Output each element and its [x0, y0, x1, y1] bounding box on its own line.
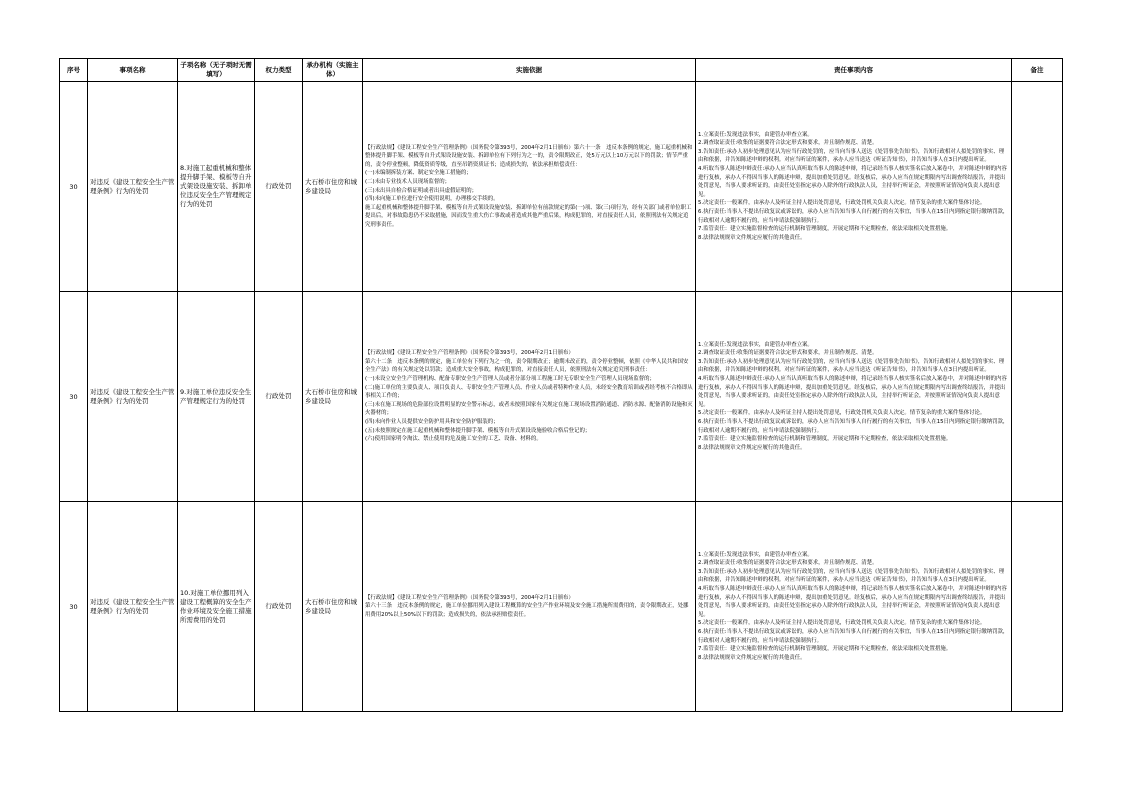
remarks-cell	[1012, 292, 1063, 502]
sub-item-cell: 9.对施工单位违反安全生产管理规定行为的处罚	[178, 292, 255, 502]
sub-item-cell: 8.对施工起重机械和整体提升脚手架、模板等自升式架设设施安装、拆卸单位违反安全生产管理规定行为的处罚	[178, 82, 255, 292]
table-row	[60, 292, 1063, 502]
power-type-cell: 行政处罚	[255, 292, 303, 502]
table-row	[60, 82, 1063, 292]
header-seq: 序号	[60, 59, 88, 82]
duties-cell: 1.立案责任:发现违法事实，由建管办审查立案。 2.调查取证责任:收集的证据要符合法定形式和要求，并且制作规范、清楚。 3.告知责任:承办人初步处理意见认为应当行政处罚的，应当向当事人送达《处罚事先告知书》，告知行政相对人拟处罚的事实、理由和依据，并告知陈述申辩的权利。对应当听证的案件，承办人应当送达《听证告知书》，并告知当事人在3日内提出听证。 4.听取当事人陈述申辩责任:承办人应当认真听取当事人的陈述申辩，将记录经当事人核实签名后放入案卷中，并对陈述申辩的内容进行复核，承办人不得因当事人的陈述申辩，提出加重处罚意见。经复核后，承办人应当在规定期限内写出调查终结报告，并提出处罚意见，当事人要求听证的，由责任处室指定承办人除外的行政执法人员，主持举行听证会，并按照听证情况向负责人提出意见。 5.决定责任:一般案件，由承办人及听证主持人提出处罚意见，行政处罚机关负责人决定。情节复杂的重大案件集体讨论。 6.执行责任:当事人不提出行政复议或诉讼的，承办人应当告知当事人自行履行的有关事宜，当事人在15日内到指定银行缴纳罚款，行政相对人逾期不履行的，应当申请法院强制执行。 7.监管责任：建立实施监督检查的运行机制和管理制度，开展定期和不定期检查，依法采取相关处置措施。 8.法律法规规章文件规定应履行的其他责任。	[696, 82, 1012, 292]
item-name-cell: 对违反《建设工程安全生产管理条例》行为的处罚	[88, 502, 178, 712]
item-name-cell: 对违反《建设工程安全生产管理条例》行为的处罚	[88, 82, 178, 292]
item-name-cell: 对违反《建设工程安全生产管理条例》行为的处罚	[88, 292, 178, 502]
agency-cell: 大石桥市住房和城乡建设局	[303, 82, 363, 292]
header-remarks: 备注	[1012, 59, 1063, 82]
header-row	[60, 59, 1063, 82]
seq-cell: 30	[60, 82, 88, 292]
power-list-table	[59, 58, 1063, 712]
remarks-cell	[1012, 82, 1063, 292]
agency-cell: 大石桥市住房和城乡建设局	[303, 292, 363, 502]
basis-cell: 【行政法规】《建设工程安全生产管理条例》（国务院令第393号，2004年2月1日颁布）第六十一条 违反本条例的规定，施工起重机械和整体提升脚手架、模板等自升式架设设施安装、拆卸单位有下列行为之一的，责令限期改正，处5万元以上10万元以下的罚款；情节严重的，责令停业整顿，降低资质等级，直至吊销资质证书；造成损失的，依法承担赔偿责任： (一)未编制拆装方案、制定安全施工措施的； (二)未由专业技术人员现场监督的； (三)未出具自检合格证明或者出具虚假证明的； (四)未向施工单位进行安全使用说明，办理移交手续的。 施工起重机械和整体提升脚手架、模板等自升式架设设施安装、拆卸单位有前款规定的第(一)项、第(三)项行为，经有关部门或者单位职工提出后，对事故隐患仍不采取措施，因而发生重大伤亡事故或者造成其他严重后果，构成犯罪的，对直接责任人员，依照刑法有关规定追究刑事责任。	[363, 82, 696, 292]
sub-item-cell: 10.对施工单位挪用列入建设工程概算的安全生产作业环境及安全施工措施所需费用的处罚	[178, 502, 255, 712]
seq-cell: 30	[60, 292, 88, 502]
duties-cell: 1.立案责任:发现违法事实，由建管办审查立案。 2.调查取证责任:收集的证据要符合法定形式和要求，并且制作规范、清楚。 3.告知责任:承办人初步处理意见认为应当行政处罚的，应当向当事人送达《处罚事先告知书》，告知行政相对人拟处罚的事实、理由和依据，并告知陈述申辩的权利。对应当听证的案件，承办人应当送达《听证告知书》，并告知当事人在3日内提出听证。 4.听取当事人陈述申辩责任:承办人应当认真听取当事人的陈述申辩，将记录经当事人核实签名后放入案卷中，并对陈述申辩的内容进行复核，承办人不得因当事人的陈述申辩，提出加重处罚意见。经复核后，承办人应当在规定期限内写出调查终结报告，并提出处罚意见，当事人要求听证的，由责任处室指定承办人除外的行政执法人员，主持举行听证会，并按照听证情况向负责人提出意见。 5.决定责任:一般案件，由承办人及听证主持人提出处罚意见，行政处罚机关负责人决定。情节复杂的重大案件集体讨论。 6.执行责任:当事人不提出行政复议或诉讼的，承办人应当告知当事人自行履行的有关事宜，当事人在15日内到指定银行缴纳罚款，行政相对人逾期不履行的，应当申请法院强制执行。 7.监管责任：建立实施监督检查的运行机制和管理制度，开展定期和不定期检查，依法采取相关处置措施。 8.法律法规规章文件规定应履行的其他责任。	[696, 502, 1012, 712]
table-row	[60, 502, 1063, 712]
seq-cell: 30	[60, 502, 88, 712]
basis-cell: 【行政法规】《建设工程安全生产管理条例》（国务院令第393号，2004年2月1日颁布） 第六十三条 违反本条例的规定，施工单位挪用列入建设工程概算的安全生产作业环境及安全施工措施所需费用的，责令限期改正，处挪用费用20%以上50%以下的罚款；造成损失的，依法承担赔偿责任。	[363, 502, 696, 712]
basis-cell: 【行政法规】《建设工程安全生产管理条例》（国务院令第393号，2004年2月1日颁布） 第六十二条 违反本条例的规定，施工单位有下列行为之一的，责令限期改正；逾期未改正的，责令停业整顿，依照《中华人民共和国安全生产法》的有关规定处以罚款；造成重大安全事故，构成犯罪的，对直接责任人员，依照刑法有关规定追究刑事责任： (一)未设立安全生产管理机构、配备专职安全生产管理人员或者分部分项工程施工时无专职安全生产管理人员现场监督的； (二)施工单位的主要负责人、项目负责人、专职安全生产管理人员、作业人员或者特种作业人员，未经安全教育培训或者经考核不合格即从事相关工作的； (三)未在施工现场的危险部位设置明显的安全警示标志，或者未按照国家有关规定在施工现场设置消防通道、消防水源、配备消防设施和灭火器材的； (四)未向作业人员提供安全防护用具和安全防护服装的； (五)未按照规定在施工起重机械和整体提升脚手架、模板等自升式架设设施验收合格后登记的； (六)使用国家明令淘汰、禁止使用的危及施工安全的工艺、设备、材料的。	[363, 292, 696, 502]
header-basis: 实施依据	[363, 59, 696, 82]
header-power-type: 权力类型	[255, 59, 303, 82]
header-item-name: 事项名称	[88, 59, 178, 82]
duties-cell: 1.立案责任:发现违法事实，由建管办审查立案。 2.调查取证责任:收集的证据要符合法定形式和要求，并且制作规范、清楚。 3.告知责任:承办人初步处理意见认为应当行政处罚的，应当向当事人送达《处罚事先告知书》，告知行政相对人拟处罚的事实、理由和依据，并告知陈述申辩的权利。对应当听证的案件，承办人应当送达《听证告知书》，并告知当事人在3日内提出听证。 4.听取当事人陈述申辩责任:承办人应当认真听取当事人的陈述申辩，将记录经当事人核实签名后放入案卷中，并对陈述申辩的内容进行复核，承办人不得因当事人的陈述申辩，提出加重处罚意见。经复核后，承办人应当在规定期限内写出调查终结报告，并提出处罚意见，当事人要求听证的，由责任处室指定承办人除外的行政执法人员，主持举行听证会，并按照听证情况向负责人提出意见。 5.决定责任:一般案件，由承办人及听证主持人提出处罚意见，行政处罚机关负责人决定。情节复杂的重大案件集体讨论。 6.执行责任:当事人不提出行政复议或诉讼的，承办人应当告知当事人自行履行的有关事宜，当事人在15日内到指定银行缴纳罚款，行政相对人逾期不履行的，应当申请法院强制执行。 7.监管责任：建立实施监督检查的运行机制和管理制度，开展定期和不定期检查，依法采取相关处置措施。 8.法律法规规章文件规定应履行的其他责任。	[696, 292, 1012, 502]
header-agency: 承办机构（实施主体）	[303, 59, 363, 82]
power-type-cell: 行政处罚	[255, 82, 303, 292]
header-sub-item: 子项名称（无子项时无需填写）	[178, 59, 255, 82]
power-type-cell: 行政处罚	[255, 502, 303, 712]
agency-cell: 大石桥市住房和城乡建设局	[303, 502, 363, 712]
header-duties: 责任事项内容	[696, 59, 1012, 82]
remarks-cell	[1012, 502, 1063, 712]
